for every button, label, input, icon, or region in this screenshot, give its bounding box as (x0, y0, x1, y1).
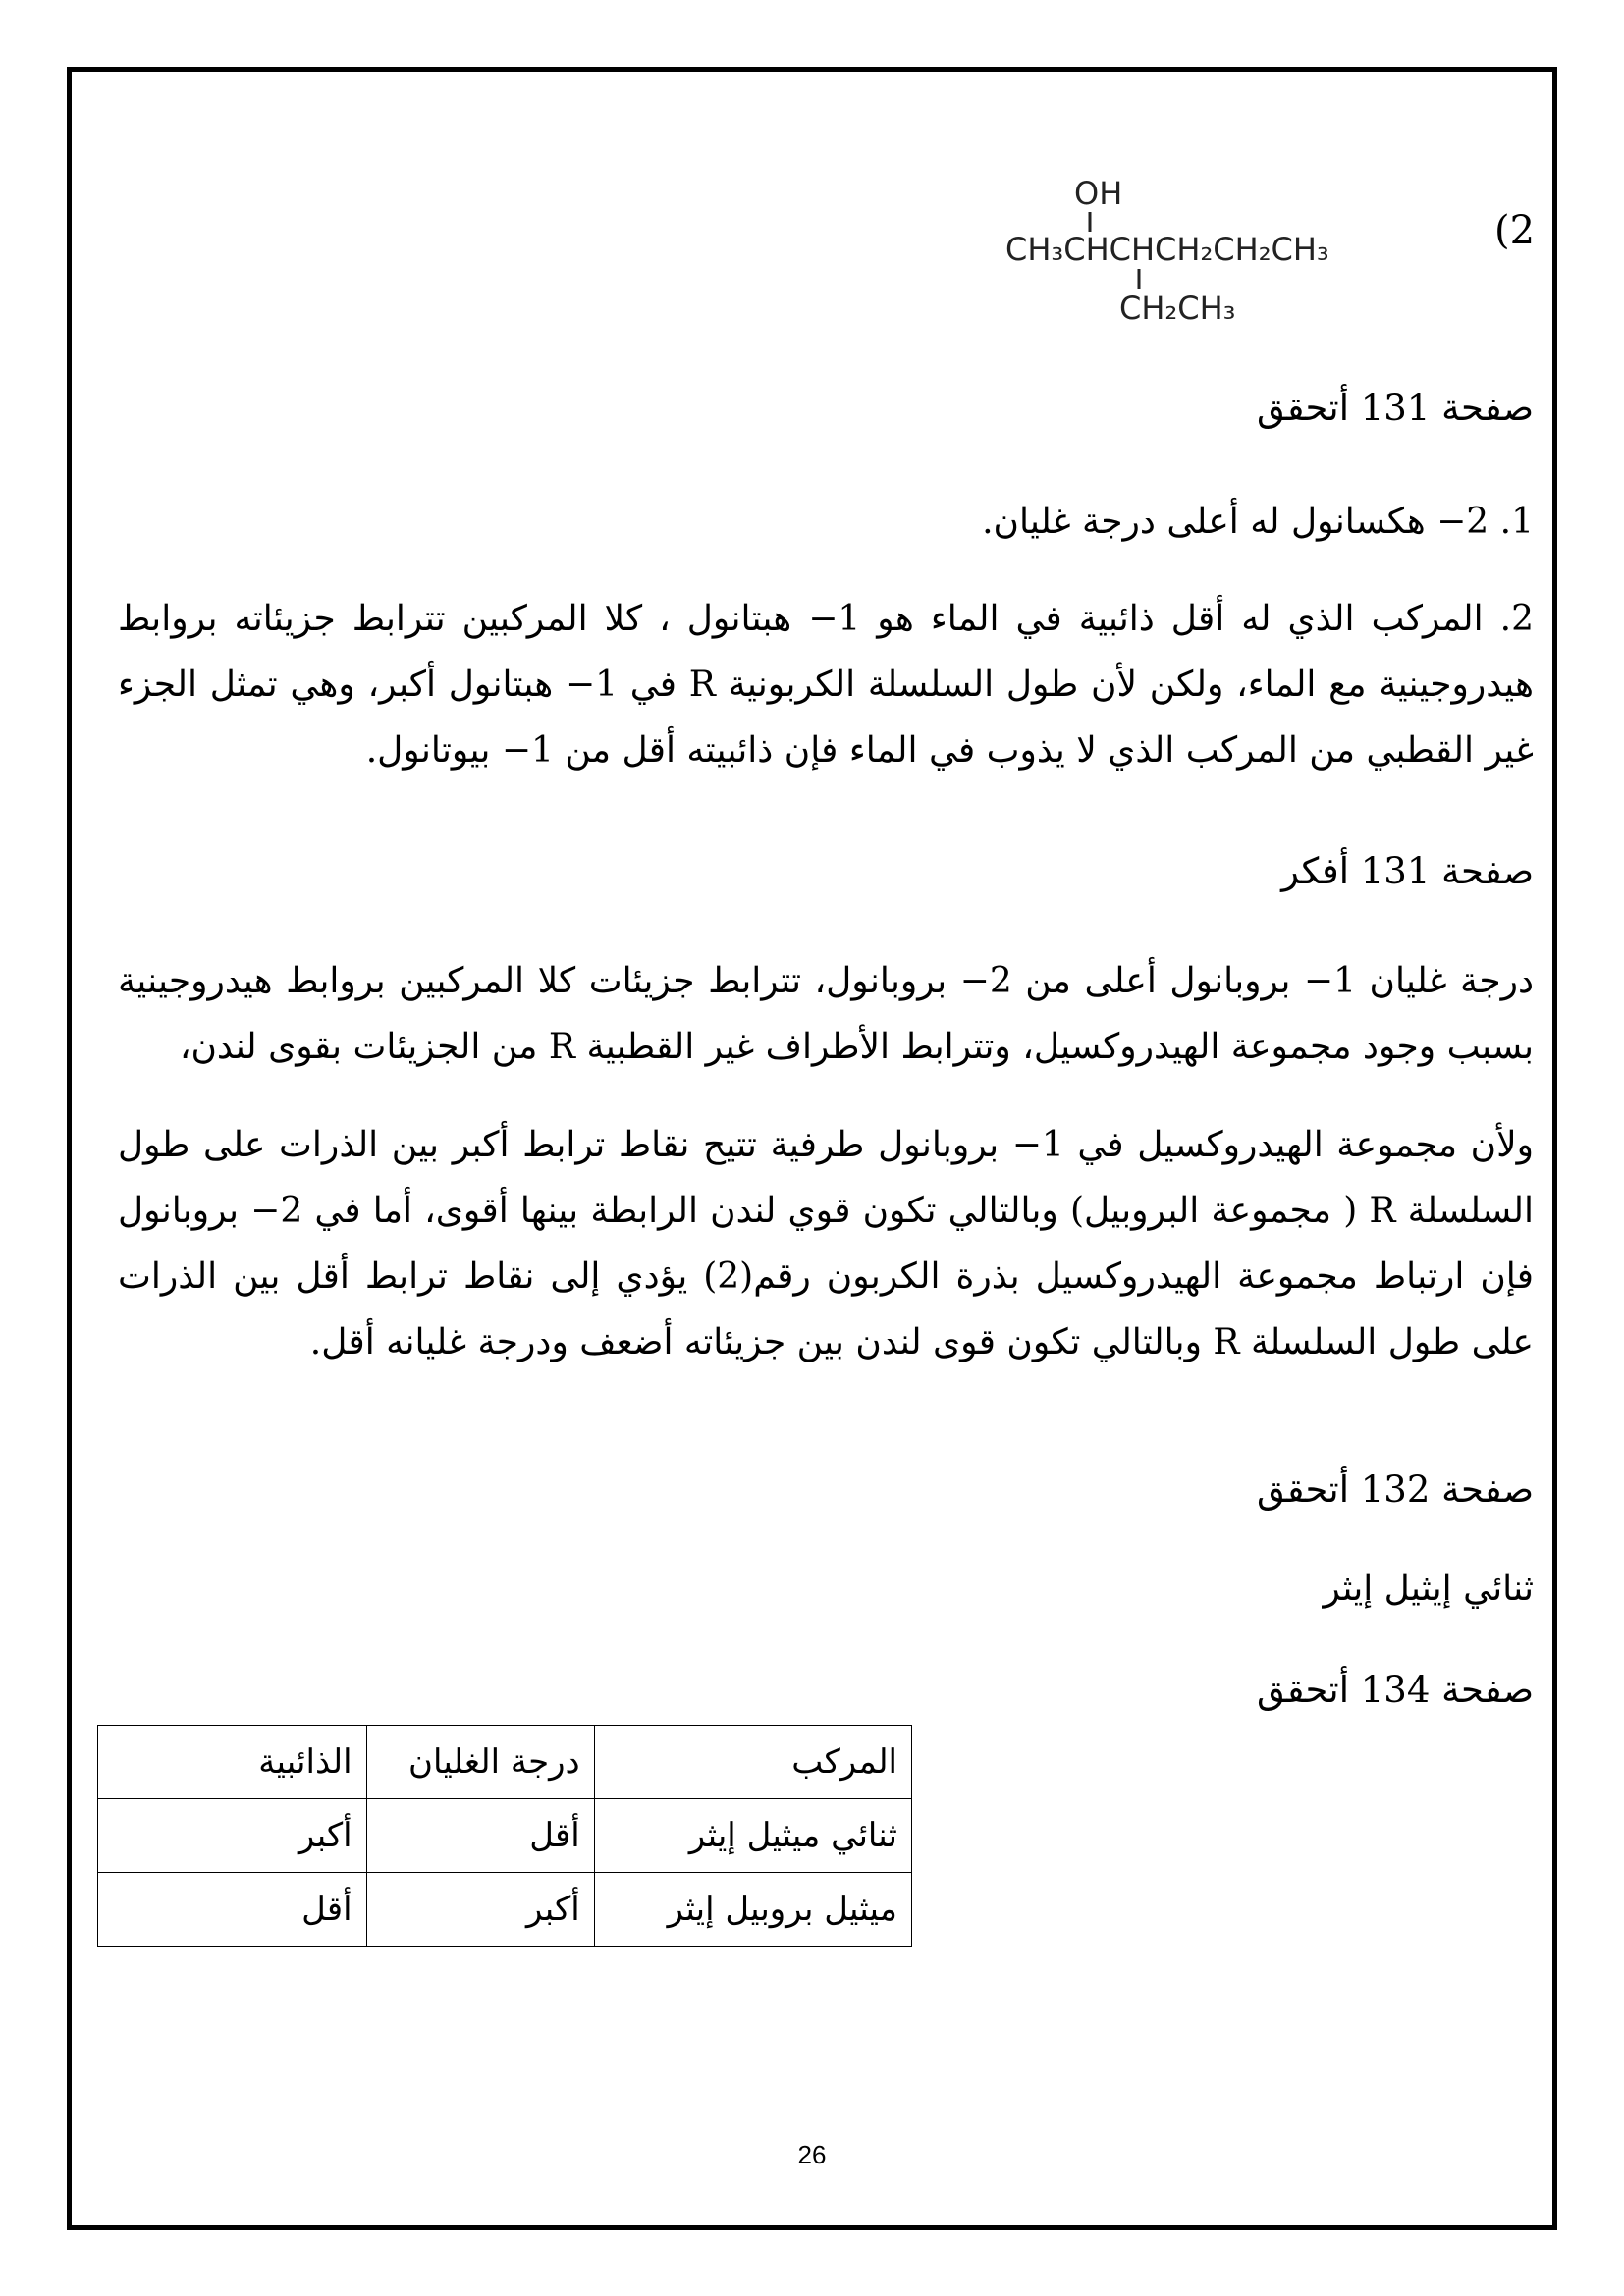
formula-diagram (1001, 167, 1551, 334)
formula-branch: CH₂CH₃ (1119, 290, 1236, 327)
table-cell: ميثيل بروبيل إيثر (594, 1873, 911, 1947)
table-cell: ثنائي ميثيل إيثر (594, 1799, 911, 1873)
structural-formula (1001, 167, 1551, 334)
item-number: (2 (1494, 208, 1536, 253)
table-cell: أكبر (366, 1873, 594, 1947)
answer-1: 1. 2− هكسانول له أعلى درجة غليان. (982, 502, 1534, 542)
paragraph-hydroxyl-explanation: ولأن مجموعة الهيدروكسيل في 1− بروبانول طرفية تتيح نقاط ترابط أكبر بين الذرات على طول السلسلة R ( مجموعة البروبيل) وبالتالي تكون قوي لندن الرابطة بينها أقوى، أما في 2− بروبانول فإن ارتباط مجموعة الهيدروكسيل بذرة الكربون رقم(2) يؤدي إلى نقاط ترابط أقل بين الذرات على طول السلسلة R وبالتالي تكون قوى لندن بين جزيئاته أضعف ودرجة غليانه أقل. (118, 1125, 1535, 1362)
section-heading-132-check: صفحة 132 أتحقق (1256, 1468, 1534, 1511)
table-row (98, 1799, 912, 1873)
section-heading-131-think: صفحة 131 أفكر (1281, 850, 1534, 892)
answer-diethyl-ether: ثنائي إيثيل إيثر (1323, 1569, 1534, 1609)
table-header-row (98, 1726, 912, 1799)
table-header-compound: المركب (594, 1726, 911, 1799)
section-heading-134-check: صفحة 134 أتحقق (1256, 1669, 1534, 1711)
section-heading-131-check: صفحة 131 أتحقق (1256, 387, 1534, 429)
table-cell: أقل (366, 1799, 594, 1873)
formula-main-chain: CH₃CHCHCH₂CH₂CH₃ (1005, 231, 1329, 268)
formula-oh-label: OH (1074, 175, 1123, 212)
page-number: 26 (797, 2140, 827, 2169)
paragraph-boiling-point: درجة غليان 1− بروبانول أعلى من 2− بروبانول، تترابط جزيئات كلا المركبين بروابط هيدروجينية بسبب وجود مجموعة الهيدروكسيل، وتترابط الأطراف غير القطبية R من الجزيئات بقوى لندن، (118, 961, 1535, 1067)
answer-2: 2. المركب الذي له أقل ذائبية في الماء هو 1− هبتانول ، كلا المركبين تترابط جزيئاته بروابط هيدروجينية مع الماء، ولكن لأن طول السلسلة الكربونية R في 1− هبتانول أكبر، وهي تمثل الجزء غير القطبي من المركب الذي لا يذوب في الماء فإن ذائبيته أقل من 1− بيوتانول. (118, 599, 1534, 771)
comparison-table (97, 1725, 912, 1947)
table-header-solubility: الذائبية (98, 1726, 367, 1799)
table-cell: أكبر (98, 1799, 367, 1873)
table-row (98, 1873, 912, 1947)
table-cell: أقل (98, 1873, 367, 1947)
table-header-boiling-point: درجة الغليان (366, 1726, 594, 1799)
